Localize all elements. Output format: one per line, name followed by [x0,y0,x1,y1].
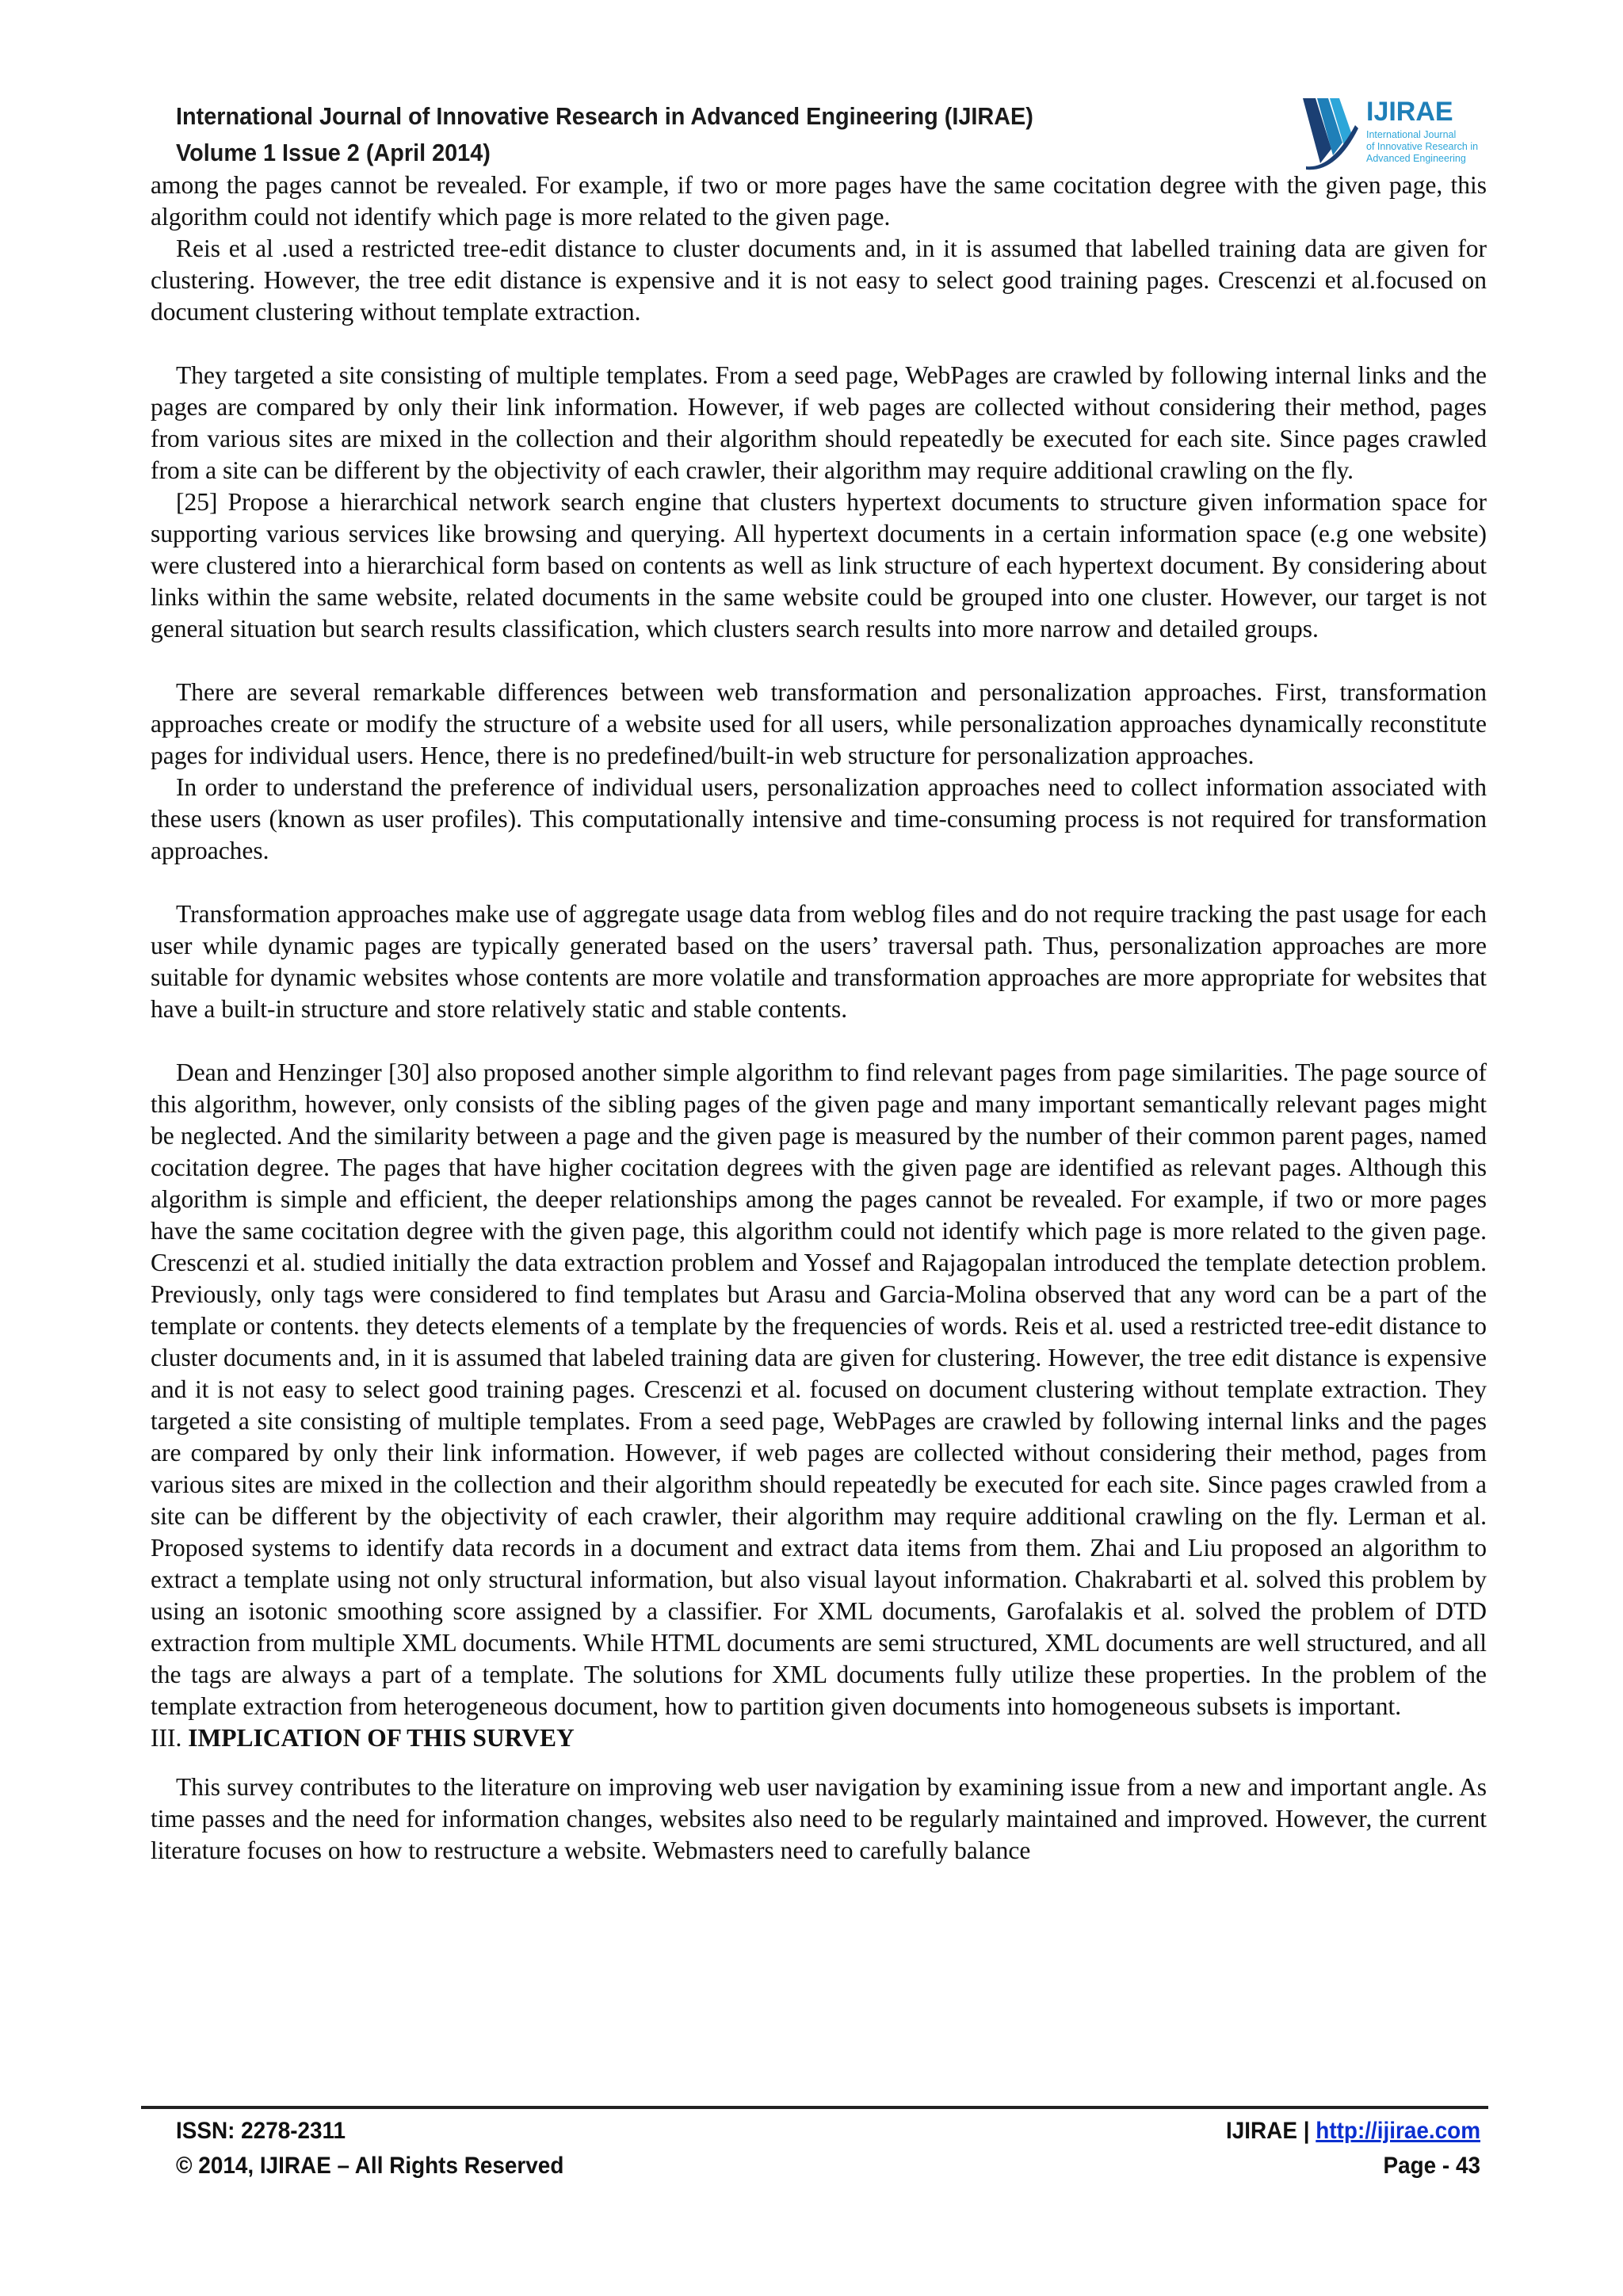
paragraph-gap [151,645,1487,677]
section-heading [151,1722,1487,1754]
ijirae-logo [1300,93,1491,171]
issn-number: ISSN: 2278-2311 [176,2118,346,2144]
page-label: Page - [1383,2153,1450,2179]
paragraph-9: This survey contributes to the literature on improving web user navigation by examining issue from a new and important angle. As time passes and the need for information changes, websites also need to be regularly maintained and improved. However, the current literature focuses on how to restructure a website. Webmasters need to carefully balance [151,1773,1487,1864]
paragraph-7: Transformation approaches make use of aggregate usage data from weblog files and do not require tracking the past usage for each user while dynamic pages are typically generated based on the users’ traversal path. Thus, personalization approaches are more suitable for dynamic websites whose contents are more volatile and transformation approaches are more appropriate for websites that have a built-in structure and store relatively static and stable contents. [151,900,1487,1023]
section-title: IMPLICATION OF THIS SURVEY [188,1724,575,1752]
journal-website-link[interactable]: http://ijirae.com [1316,2118,1480,2144]
page-number: 43 [1455,2153,1480,2179]
paragraph-4: [25] Propose a hierarchical network search engine that clusters hypertext documents to structure given information space for supporting various services like browsing and querying. All hypertext documents in a certain information space (e.g one website) were clustered into a hierarchical form based on contents as well as link structure of each hypertext document. By considering about links within the same website, related documents in the same website could be grouped into one cluster. However, our target is not general situation but search results classification, which clusters search results into more narrow and detailed groups. [151,488,1487,643]
paragraph-5: There are several remarkable differences between web transformation and personalization approaches. First, transformation approaches create or modify the structure of a website used for all users, while personalization approaches dynamically reconstitute pages for individual users. Hence, there is no predefined/built-in web structure for personalization approaches. [151,678,1487,769]
paragraph-6: In order to understand the preference of individual users, personalization approaches need to collect information associated with these users (known as user profiles). This computationally intensive and time-consuming process is not required for transformation approaches. [151,773,1487,864]
logo-line-3: Advanced Engineering [1366,153,1466,164]
paragraph-gap [151,867,1487,898]
page-number-line [964,2149,1480,2183]
paragraph-2: Reis et al .used a restricted tree-edit distance to cluster documents and, in it is assumed that labelled training data are given for clustering. However, the tree edit distance is expensive and it is not easy to select good training pages. Crescenzi et al.focused on document clustering without template extraction. [151,235,1487,326]
paragraph-gap [151,1025,1487,1057]
page-footer [176,2114,1488,2193]
paragraph-8: Dean and Henzinger [30] also proposed another simple algorithm to find relevant pages from page similarities. The page source of this algorithm, however, only consists of the sibling pages of the given page and many important semantically relevant pages might be neglected. And the similarity between a page and the given page is measured by the number of their common parent pages, named cocitation degree. The pages that have higher cocitation degrees with the given page are identified as relevant pages. Although this algorithm is simple and efficient, the deeper relationships among the pages cannot be revealed. For example, if two or more pages have the same cocitation degree with the given page, this algorithm could not identify which page is more related to the given page. Crescenzi et al. studied initially the data extraction problem and Yossef and Rajagopalan introduced the template detection problem. Previously, only tags were considered to find templates but Arasu and Garcia-Molina observed that any word can be a part of the template or contents. they detects elements of a template by the frequencies of words. Reis et al. used a restricted tree-edit distance to cluster documents and, in it is assumed that labeled training data are given for clustering. However, the tree edit distance is expensive and it is not easy to select good training pages. Crescenzi et al. focused on document clustering without template extraction. They targeted a site consisting of multiple templates. From a seed page, WebPages are crawled by following internal links and the pages are compared by only their link information. However, if web pages are collected without considering their method, pages from various sites are mixed in the collection and their algorithm should repeatedly be executed for each site. Since pages crawled from a site can be different by the objectivity of each crawler, their algorithm may require additional crawling on the fly. Lerman et al. Proposed systems to identify data records in a document and extract data items from them. Zhai and Liu proposed an algorithm to extract a template using not only structural information, but also visual layout information. Chakrabarti et al. solved this problem by using an isotonic smoothing score assigned by a classifier. For XML documents, Garofalakis et al. solved the problem of DTD extraction from multiple XML documents. While HTML documents are semi structured, XML documents are well structured, and all the tags are always a part of a template. The solutions for XML documents fully utilize these properties. In the problem of the template extraction from heterogeneous document, how to partition given documents into homogeneous subsets is important. [151,1058,1487,1720]
journal-title: International Journal of Innovative Research in Advanced Engineering (IJIRAE) [176,102,1033,130]
footer-left [176,2114,766,2183]
copyright-notice: © 2014, IJIRAE – All Rights Reserved [176,2153,564,2179]
logo-wordmark: IJIRAE [1366,97,1453,127]
footer-journal-short: IJIRAE [1226,2118,1297,2144]
footer-right [964,2114,1480,2183]
paragraph-3: They targeted a site consisting of multiple templates. From a seed page, WebPages are crawled by following internal links and the pages are compared by only their link information. However, if web pages are collected without considering their method, pages from various sites are mixed in the collection and their algorithm should repeatedly be executed for each site. Since pages crawled from a site can be different by the objectivity of each crawler, their algorithm may require additional crawling on the fly. [151,361,1487,484]
logo-line-1: International Journal [1366,129,1457,140]
volume-issue: Volume 1 Issue 2 (April 2014) [176,139,491,166]
logo-line-2: of Innovative Research in [1366,141,1479,152]
ijirae-logo-mark [1300,93,1491,171]
paragraph-gap [151,1754,1487,1772]
section-number: III. [151,1724,182,1752]
paragraph-1: among the pages cannot be revealed. For example, if two or more pages have the same cocitation degree with the given page, this algorithm could not identify which page is more related to the given page. [151,171,1487,231]
footer-rule [141,2106,1488,2109]
running-header [176,98,1208,171]
paragraph-gap [151,328,1487,360]
footer-separator: | [1303,2118,1310,2144]
footer-journal-link-line [964,2114,1480,2149]
article-body [151,170,1487,1867]
